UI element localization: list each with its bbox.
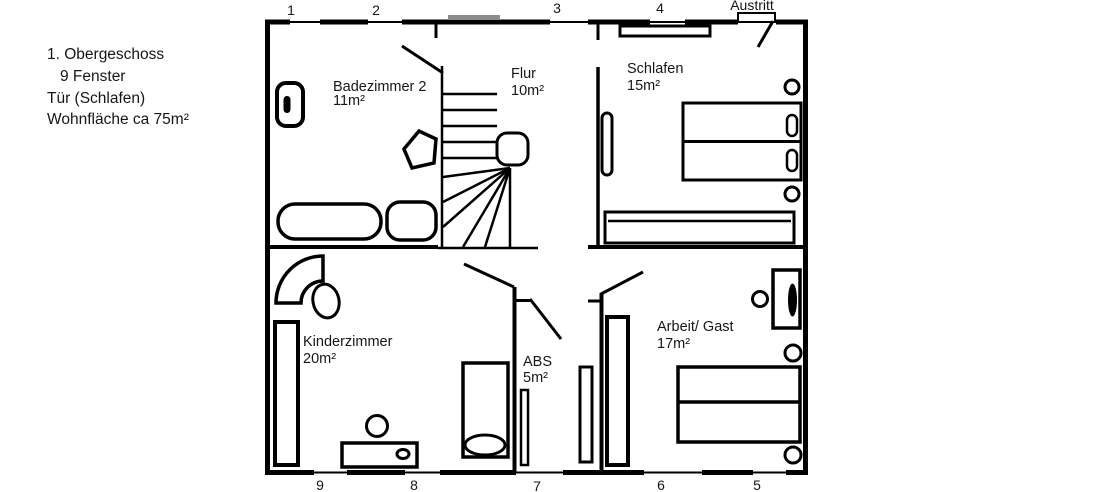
door-swing-icon <box>276 256 323 303</box>
desk-knob <box>397 450 409 459</box>
room-area-kinderzimmer: 20m² <box>303 351 337 367</box>
room-area-arbeit: 17m² <box>657 336 691 352</box>
sideboard-icon <box>605 212 794 243</box>
washbasin-icon <box>404 131 436 168</box>
bed-pillow <box>465 435 505 455</box>
desk-icon <box>342 443 417 467</box>
window-label-3: 3 <box>553 0 561 16</box>
room-area-badezimmer: 11m² <box>333 93 365 109</box>
shelf-panel-icon <box>580 367 592 462</box>
desk-frame <box>342 443 417 467</box>
bad-door-leaf <box>402 46 443 73</box>
room-area-abs: 5m² <box>523 370 548 386</box>
stool-icon <box>367 416 388 437</box>
stair-landing-post <box>497 133 528 165</box>
window-label-6: 6 <box>657 477 665 492</box>
title-block <box>47 46 189 128</box>
room-arbeit-gast <box>607 270 801 465</box>
room-label-arbeit: Arbeit/ Gast <box>657 319 734 335</box>
room-flur <box>438 66 544 248</box>
room-label-kinderzimmer: Kinderzimmer <box>303 334 393 350</box>
window-label-8: 8 <box>410 477 418 492</box>
bathtub-icon <box>278 204 381 239</box>
pillow <box>787 150 797 171</box>
room-label-flur: Flur <box>511 66 536 82</box>
pillow <box>787 115 797 136</box>
lamp-icon <box>785 187 799 201</box>
area-note: Wohnfläche ca 75m² <box>47 111 189 128</box>
window-label-1: 1 <box>287 2 295 18</box>
windows-note: 9 Fenster <box>60 68 126 85</box>
room-area-schlafen: 15m² <box>627 78 661 94</box>
room-label-badezimmer: Badezimmer 2 <box>333 79 427 95</box>
wardrobe-icon <box>607 317 628 465</box>
room-schlafen <box>602 26 801 243</box>
window-label-2: 2 <box>372 2 380 18</box>
door-note: Tür (Schlafen) <box>47 90 146 107</box>
room-area-flur: 10m² <box>511 83 545 99</box>
shelf-panel-icon <box>521 390 528 465</box>
window-label-5: 5 <box>753 477 761 492</box>
window-label-7: 7 <box>533 478 541 492</box>
room-label-abs: ABS <box>523 354 553 370</box>
desk-icon <box>773 270 800 328</box>
toilet-bowl-icon <box>284 96 291 113</box>
gray-artifact <box>448 15 500 20</box>
double-bed-icon <box>683 103 801 180</box>
window-sill-icon <box>620 26 710 36</box>
kinderzimmer-door-leaf <box>464 264 514 287</box>
desk-chairback <box>788 284 797 317</box>
room-kinderzimmer <box>275 256 508 467</box>
room-abs <box>521 354 592 465</box>
lamp-icon <box>785 80 799 94</box>
chair-icon <box>310 282 343 321</box>
radiator-icon <box>602 113 612 175</box>
single-bed-icon <box>463 363 508 457</box>
window-label-4: 4 <box>656 0 664 16</box>
sideboard-frame <box>605 212 794 243</box>
bed-frame <box>678 367 800 442</box>
shower-icon <box>387 202 436 240</box>
window-label-9: 9 <box>316 477 324 492</box>
room-label-schlafen: Schlafen <box>627 61 684 77</box>
arbeit-door-leaf <box>601 272 643 294</box>
abs-door-leaf <box>530 299 561 339</box>
stool-icon <box>753 292 768 307</box>
room-badezimmer <box>277 79 436 240</box>
lamp-icon <box>785 447 801 463</box>
balcony-door-threshold <box>738 13 775 22</box>
lamp-icon <box>785 345 801 361</box>
balcony-door-leaf <box>758 21 773 47</box>
floor-title: 1. Obergeschoss <box>47 46 165 63</box>
wardrobe-icon <box>275 322 298 465</box>
balcony-label: Austritt <box>730 0 774 13</box>
bed-frame <box>463 363 508 457</box>
double-bed-icon <box>678 367 800 442</box>
